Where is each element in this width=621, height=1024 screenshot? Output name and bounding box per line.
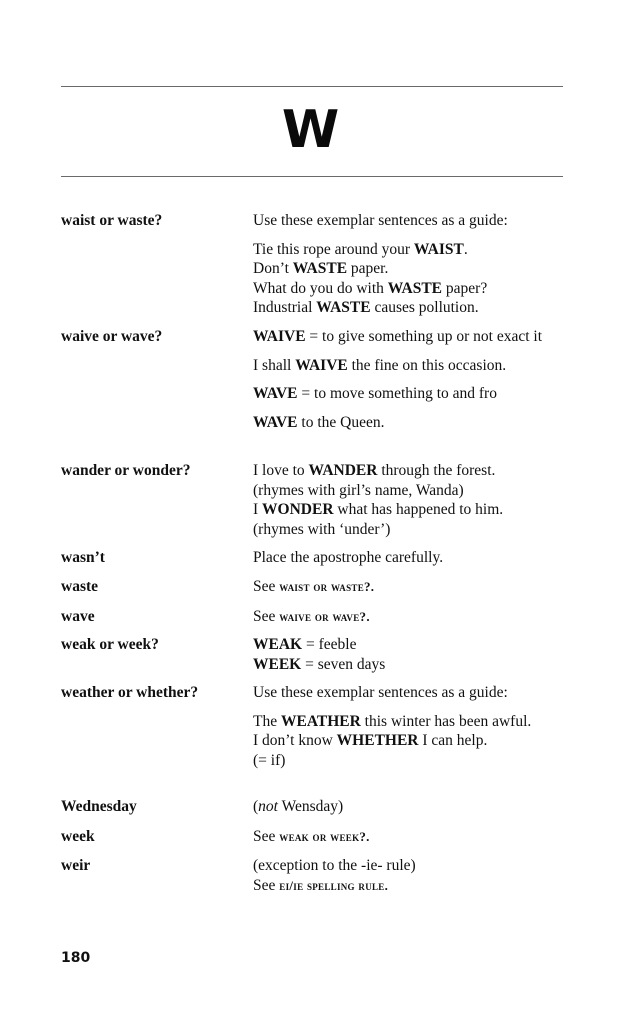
cross-reference [253,827,553,847]
keyword: WAIST [413,240,464,258]
cross-ref-link: waive or wave?. [279,609,370,624]
headword: wave [61,608,95,625]
text: = to move something to and fro [301,385,497,402]
headword: weak or week? [61,636,159,653]
definition-text [253,384,553,404]
cross-reference [253,607,553,627]
cross-ref-link: weak or week?. [279,829,370,844]
definition-block [253,856,553,895]
text: (rhymes with girl’s name, Wanda) [253,481,464,499]
definition-text [253,797,553,817]
text: (rhymes with ‘under’) [253,520,391,538]
keyword: WASTE [316,299,371,316]
keyword: WANDER [308,462,378,479]
text: See [253,828,276,845]
keyword: WASTE [387,279,443,297]
text: Industrial [253,299,313,316]
section-letter: W [281,100,340,160]
text: . [463,240,468,258]
headword: weir [61,857,91,874]
text: paper. [350,260,389,277]
text: I don’t know [253,732,333,749]
bottom-rule [61,176,563,177]
keyword: WAVE [253,413,298,431]
text: = seven days [305,655,386,673]
text: this winter has been awful. [364,712,532,730]
definition [253,548,553,568]
keyword: WEATHER [280,712,361,730]
definition [253,607,553,627]
text: What do you do with [253,279,384,297]
text: ( [253,798,259,815]
text: Tie this rope around your [253,240,410,258]
text: I can help. [422,732,488,749]
text: I shall [253,356,292,374]
headword: waste [61,578,99,595]
headword: wasn’t [61,549,105,566]
example [253,413,553,433]
keyword: WAIVE [295,356,348,374]
headword: week [61,828,95,845]
cross-reference [253,577,553,597]
definition-text [253,327,553,347]
headword: waist or waste? [61,212,163,229]
text: See [253,608,276,625]
text: the fine on this occasion. [351,356,507,374]
headword: weather or whether? [61,684,199,701]
keyword: WONDER [262,501,334,518]
text: Don’t [253,260,289,277]
definition-text: Place the apostrophe carefully. [253,549,444,566]
definition [253,683,553,770]
definition [253,211,553,318]
definition-text: Use these exemplar sentences as a guide: [253,212,508,229]
text: Wensday) [281,798,344,815]
text: I love to [253,462,305,479]
cross-ref-link: waist or waste?. [279,579,375,594]
text: what has happened to him. [337,501,504,518]
example [253,356,553,376]
definition-block [253,635,553,674]
text: The [253,712,278,730]
keyword: WAVE [253,385,298,402]
page-number: 180 [61,950,91,966]
definition [253,635,553,674]
text: (exception to the -ie- rule) [253,857,416,874]
keyword: WHETHER [336,732,419,749]
definition-text: Use these exemplar sentences as a guide: [253,684,508,701]
keyword: WAIVE [253,328,306,345]
text: to the Queen. [301,413,385,431]
definition [253,327,553,432]
headword: Wednesday [61,798,137,815]
text: (= if) [253,751,286,769]
text: I [253,501,259,518]
text: See [253,876,276,894]
definition [253,461,553,539]
definition [253,797,553,817]
headword: waive or wave? [61,328,163,345]
keyword: WEAK [253,636,303,653]
emphasis: not [258,798,278,815]
example-block [253,240,553,318]
text: = to give something up or not exact it [309,328,543,345]
keyword: WEEK [253,655,302,673]
text: causes pollution. [374,299,479,316]
cross-ref-link: ei/ie spelling rule. [279,877,389,893]
example-block [253,461,553,539]
definition [253,856,553,895]
text: paper? [445,279,488,297]
definition [253,577,553,597]
top-rule [61,86,563,87]
example-block [253,712,553,771]
text: through the forest. [381,462,496,479]
text: = feeble [305,636,357,653]
definition [253,827,553,847]
headword: wander or wonder? [61,462,191,479]
text: See [253,578,276,595]
keyword: WASTE [292,260,348,277]
